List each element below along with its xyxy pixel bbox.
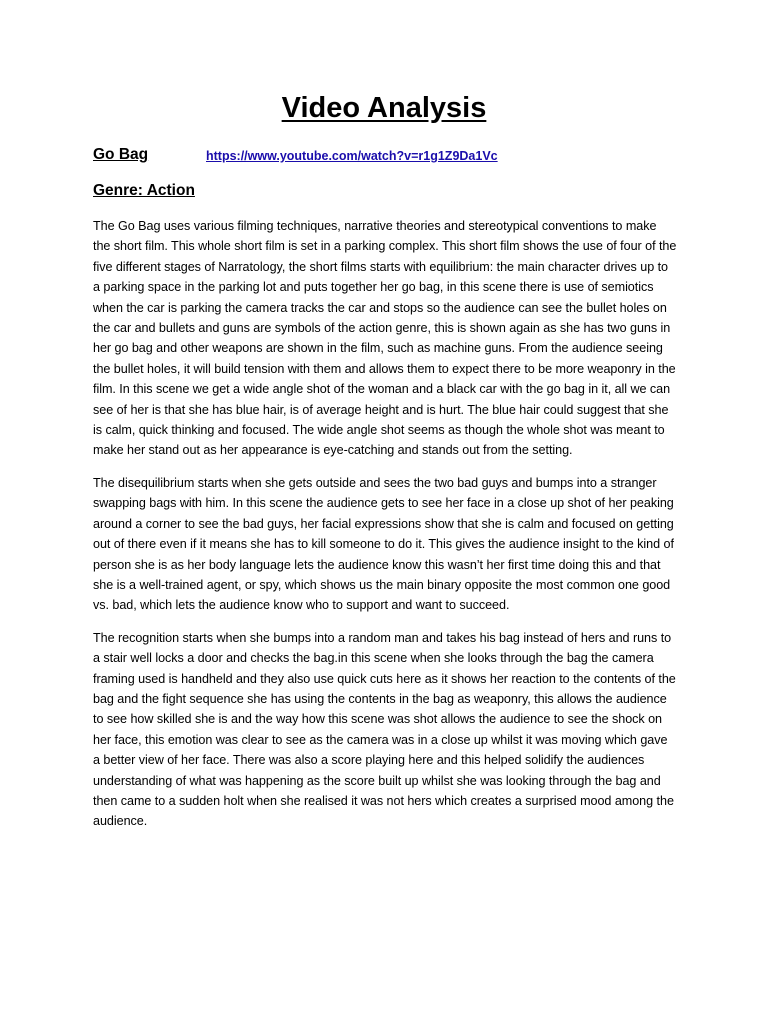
youtube-link[interactable]: https://www.youtube.com/watch?v=r1g1Z9Da1Vc [206,149,498,163]
genre-heading: Genre: Action [93,182,195,199]
film-name: Go Bag [93,146,149,163]
document-title: Video Analysis [281,92,487,124]
paragraph-recognition: The recognition starts when she bumps into a random man and takes his bag instead of hers and runs to a stair well locks a door and checks the bag.in this scene when she looks through the bag the camera framing used is handheld and they also use quick cuts here as it shows her reaction to the contents of the bag and the fight sequence she has using the contents in the bag as weaponry, this allows the audience to see how skilled she is and the way how this scene was shot allows the audience to see the shock on her face, this emotion was clear to see as the camera was in a close up whilst it was moving which gave a better view of her face. There was also a score playing here and this helped solidify the audiences understanding of what was happening as the score built up whilst she was looking through the bag and then came to a sudden holt when she realised it was not hers which creates a surprised mood among the audience. [93,630,676,829]
film-row [93,144,693,168]
body-text [93,216,677,844]
paragraph-equilibrium: The Go Bag uses various filming techniques, narrative theories and stereotypical conventions to make the short film. This whole short film is set in a parking complex. This short film shows the use of four of the five different stages of Narratology, the short films starts with equilibrium: the main character drives up to a parking space in the parking lot and puts together her go bag, in this scene there is use of semiotics when the car is parking the camera tracks the car and stops so the audience can see the bullet holes on the car and bullets and guns are symbols of the action genre, this is shown again as she has two guns in her go bag and other weapons are shown in the film, such as machine guns. From the audience seeing the bullet holes, it will build tension with them and allows them to expect there to be more weaponry in the film. In this scene we get a wide angle shot of the woman and a black car with the go bag in it, all we can see of her is that she has blue hair, is of average height and is hurt. The blue hair could suggest that she is calm, quick thinking and focused. The wide angle shot seems as though the whole shot was meant to make her stand out as her appearance is eye-catching and stands out from the setting. [93,219,677,458]
paragraph-disequilibrium: The disequilibrium starts when she gets outside and sees the two bad guys and bumps into a stranger swapping bags with him. In this scene the audience gets to see her face in a close up shot of her peaking around a corner to see the bad guys, her facial expressions show that she is calm and focused on getting out of there even if it means she has to kill someone to do it. This gives the audience insight to the kind of person she is as her body language lets the audience know this wasn’t her first time doing this and that she is a well-trained agent, or spy, which shows us the main binary opposite the most common one good vs. bad, which lets the audience know who to support and want to succeed. [93,475,674,613]
